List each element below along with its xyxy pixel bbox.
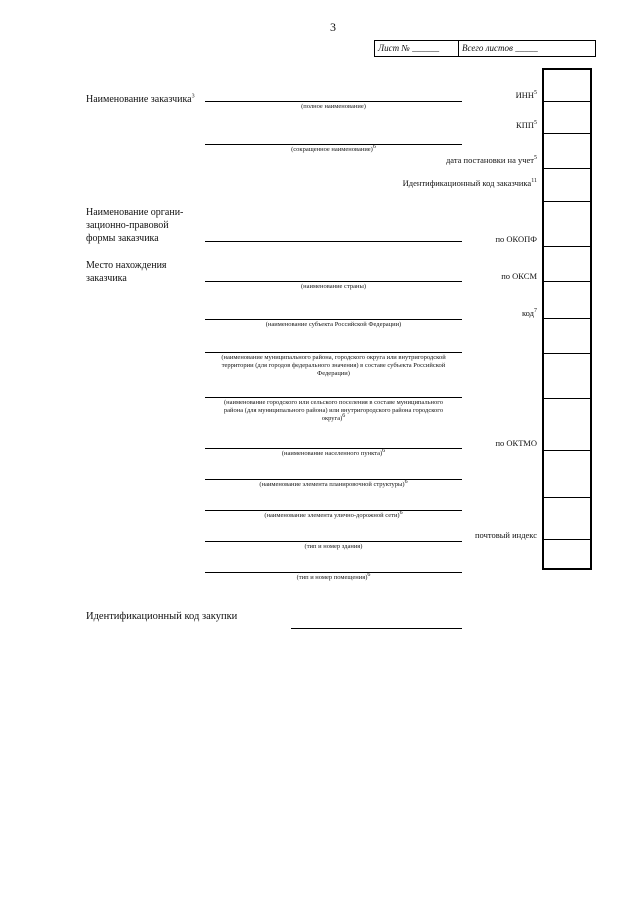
code-cell-divider — [544, 497, 590, 498]
subject-rf-caption: (наименование субъекта Российской Федерации) — [265, 321, 402, 328]
premises-caption: (тип и номер помещения)$^6$ — [296, 571, 371, 581]
oksm-label: по ОКСМ — [501, 271, 537, 281]
settlement-line[interactable] — [205, 397, 462, 398]
legal-form-line[interactable] — [205, 241, 462, 242]
kpp-label: КПП$^5$ — [516, 120, 537, 130]
customer-short-name-line[interactable] — [205, 144, 462, 145]
short-name-caption: (сокращенное наименование)$^6$ — [291, 143, 376, 153]
country-line[interactable] — [205, 281, 462, 282]
postal-index-label: почтовый индекс — [475, 530, 537, 540]
okopf-label: по ОКОПФ — [495, 234, 537, 244]
legal-form-label: Наименование органи- зационно-правовой формы заказчика — [86, 207, 184, 244]
premises-line[interactable] — [205, 572, 462, 573]
code-cell-divider — [544, 353, 590, 354]
total-sheets-label: Всего листов — [462, 43, 513, 53]
subject-rf-line[interactable] — [205, 319, 462, 320]
code-cell-divider — [544, 281, 590, 282]
street-network-caption: (наименование элемента улично-дорожной сети)$^6$ — [264, 509, 403, 519]
purchase-id-line[interactable] — [291, 628, 462, 629]
building-line[interactable] — [205, 541, 462, 542]
code-cell-divider — [544, 168, 590, 169]
sheet-number-field[interactable]: Лист № ______ — [378, 43, 440, 53]
code-cell-divider — [544, 246, 590, 247]
codes-column — [542, 68, 592, 570]
code-cell-divider — [544, 398, 590, 399]
full-name-caption: (полное наименование) — [301, 103, 366, 110]
planning-structure-caption: (наименование элемента планировочной структуры)$^6$ — [259, 478, 408, 488]
inn-label: ИНН$^5$ — [515, 90, 537, 100]
planning-structure-line[interactable] — [205, 479, 462, 480]
sheet-number-label: Лист № — [378, 43, 410, 53]
location-label: Место нахождения заказчика — [86, 260, 167, 284]
total-sheets-field[interactable]: Всего листов _____ — [458, 41, 595, 56]
code-cell-divider — [544, 133, 590, 134]
country-caption: (наименование страны) — [300, 283, 367, 290]
code-cell-divider — [544, 539, 590, 540]
code-cell-divider — [544, 318, 590, 319]
registration-date-label: дата постановки на учет$^5$ — [445, 155, 537, 165]
purchase-id-label: Идентификационный код закупки — [86, 611, 238, 622]
customer-full-name-line[interactable] — [205, 101, 462, 102]
building-caption: (тип и номер здания) — [304, 543, 363, 550]
locality-caption: (наименование населенного пункта)$^6$ — [281, 447, 386, 457]
code-label: код$^7$ — [521, 308, 537, 318]
code-cell-divider — [544, 201, 590, 202]
code-cell-divider — [544, 101, 590, 102]
street-network-line[interactable] — [205, 510, 462, 511]
customer-id-code-label: Идентификационный код заказчика$^{11}$ — [402, 178, 537, 188]
page-number: 3 — [330, 20, 336, 34]
municipal-district-caption: (наименование муниципального района, городского округа или внутригородской территории (для городов федерального значения) в составе субъекта Российской Федерации) — [221, 354, 446, 377]
code-cell-divider — [544, 450, 590, 451]
oktmo-label: по ОКТМО — [495, 438, 537, 448]
municipal-district-line[interactable] — [205, 352, 462, 353]
locality-line[interactable] — [205, 448, 462, 449]
sheet-header-box — [374, 40, 596, 57]
settlement-caption: (наименование городского или сельского поселения в составе муниципального района (для муниципального района) или внутригородского района городского округа)$^6$ — [223, 399, 444, 422]
customer-name-label: Наименование заказчика$^3$ — [86, 93, 195, 105]
